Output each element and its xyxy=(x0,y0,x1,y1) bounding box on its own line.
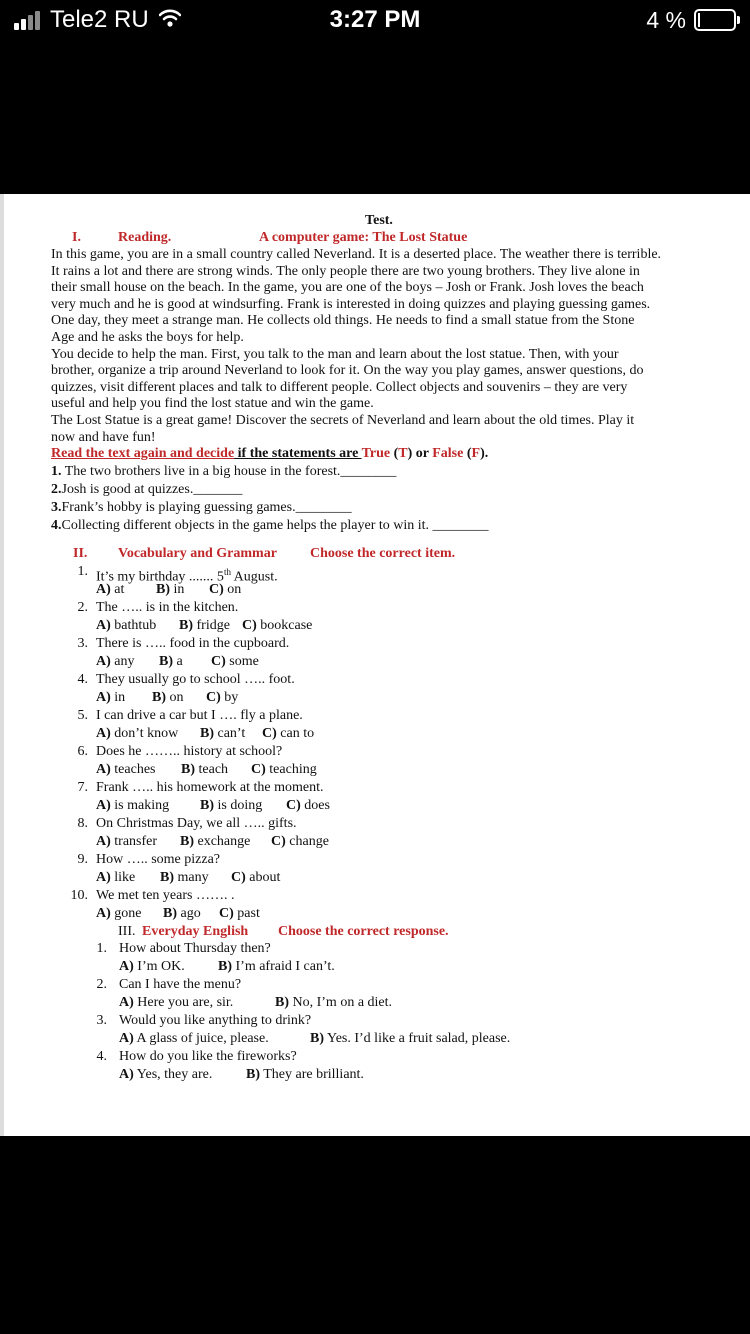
answer-option[interactable] xyxy=(159,654,183,671)
option-text: don’t know xyxy=(114,726,179,741)
option-text: A glass of juice, please. xyxy=(136,1031,269,1046)
option-text: past xyxy=(237,906,260,921)
question-stem: The ….. is in the kitchen. xyxy=(96,600,239,615)
response-question: How about Thursday then? xyxy=(119,941,271,956)
option-letter: A) xyxy=(119,959,134,974)
option-letter: C) xyxy=(262,726,277,741)
status-right xyxy=(646,6,736,34)
answer-option[interactable] xyxy=(96,906,142,923)
question-number: 10. xyxy=(70,888,88,903)
option-letter: B) xyxy=(310,1031,324,1046)
question-stem: They usually go to school ….. foot. xyxy=(96,672,295,687)
reading-line: One day, they meet a strange man. He collects old things. He needs to find a small statue from the Stone xyxy=(51,313,635,329)
battery-icon xyxy=(694,9,736,31)
option-text: transfer xyxy=(114,834,158,849)
section-3-instruction: Choose the correct response. xyxy=(278,924,449,939)
option-letter: C) xyxy=(242,618,257,633)
response-option[interactable] xyxy=(119,959,185,976)
option-text: by xyxy=(224,690,239,705)
question-text xyxy=(96,744,282,761)
answer-option[interactable] xyxy=(96,798,169,815)
section-3-title: Everyday English xyxy=(142,924,249,939)
statement-number: 1. xyxy=(51,464,62,479)
option-letter: A) xyxy=(119,1067,134,1082)
option-text: fridge xyxy=(196,618,230,633)
response-number: 3. xyxy=(96,1013,107,1028)
option-text: teaches xyxy=(114,762,156,777)
option-text: gone xyxy=(114,906,142,921)
task-end: ). xyxy=(480,446,489,461)
response-option[interactable] xyxy=(310,1031,510,1048)
option-letter: A) xyxy=(96,834,111,849)
option-letter: A) xyxy=(96,906,111,921)
option-letter: C) xyxy=(271,834,286,849)
option-text: in xyxy=(114,690,126,705)
worksheet-image[interactable] xyxy=(0,194,750,1136)
option-text: ago xyxy=(180,906,201,921)
task-true: True xyxy=(361,446,391,461)
option-letter: C) xyxy=(209,582,224,597)
task-or: ) or xyxy=(407,446,433,461)
statement-text: Josh is good at quizzes. xyxy=(61,482,194,497)
response-question: Would you like anything to drink? xyxy=(119,1013,312,1028)
question-number: 6. xyxy=(77,744,88,759)
section-2-number: II. xyxy=(73,546,88,561)
option-text: is doing xyxy=(217,798,263,813)
question-stem: We met ten years ……. . xyxy=(96,888,235,903)
response-option[interactable] xyxy=(275,995,392,1012)
option-letter: A) xyxy=(96,618,111,633)
option-text: on xyxy=(169,690,184,705)
answer-option[interactable] xyxy=(200,726,245,743)
question-number: 2. xyxy=(77,600,88,615)
response-number: 2. xyxy=(96,977,107,992)
reading-line: Age and he asks the boys for help. xyxy=(51,330,244,345)
answer-option[interactable] xyxy=(231,870,280,887)
option-letter: C) xyxy=(206,690,221,705)
option-text: about xyxy=(249,870,281,885)
option-text: teach xyxy=(198,762,229,777)
option-letter: B) xyxy=(179,618,193,633)
carrier-name: Tele2 RU xyxy=(50,6,149,33)
option-text: at xyxy=(114,582,125,597)
option-text: Yes, they are. xyxy=(136,1067,213,1082)
doc-title: Test. xyxy=(365,213,393,228)
reading-line: It rains a lot and there are strong winds. The only people there are two young brothers. They live alone in xyxy=(51,263,640,279)
task-t: T xyxy=(398,446,408,461)
answer-option[interactable] xyxy=(209,582,241,599)
answer-option[interactable] xyxy=(219,906,260,923)
question-number: 5. xyxy=(77,708,88,723)
question-text xyxy=(96,708,303,725)
option-letter: B) xyxy=(218,959,232,974)
option-letter: B) xyxy=(180,834,194,849)
option-text: No, I’m on a diet. xyxy=(292,995,393,1010)
task-f: F xyxy=(471,446,481,461)
question-number: 3. xyxy=(77,636,88,651)
option-text: in xyxy=(173,582,185,597)
status-time: 3:27 PM xyxy=(329,6,421,33)
statement-number: 3. xyxy=(51,500,62,515)
task-part-2: if the statements are xyxy=(234,446,362,461)
statement-blank: _______ xyxy=(193,482,243,497)
question-stem: Does he …….. history at school? xyxy=(96,744,283,759)
statement-text: Frank’s hobby is playing guessing games. xyxy=(61,500,296,515)
task-paren-1: ( xyxy=(390,446,399,461)
option-letter: B) xyxy=(275,995,289,1010)
question-text xyxy=(96,600,238,617)
option-text: exchange xyxy=(197,834,251,849)
option-letter: B) xyxy=(200,798,214,813)
answer-option[interactable] xyxy=(96,582,124,599)
option-text: Here you are, sir. xyxy=(137,995,234,1010)
question-number: 1. xyxy=(77,564,88,579)
statement-number: 4. xyxy=(51,518,62,533)
answer-option[interactable] xyxy=(160,870,209,887)
section-1-number: I. xyxy=(72,230,81,245)
answer-option[interactable] xyxy=(262,726,314,743)
answer-option[interactable] xyxy=(156,582,184,599)
option-letter: B) xyxy=(159,654,173,669)
task-paren-2: ( xyxy=(463,446,472,461)
section-1-subtitle: A computer game: The Lost Statue xyxy=(259,230,468,245)
statement-blank: ________ xyxy=(432,518,489,533)
option-letter: A) xyxy=(96,798,111,813)
option-letter: A) xyxy=(96,870,111,885)
option-text: bookcase xyxy=(260,618,313,633)
option-letter: A) xyxy=(119,995,134,1010)
answer-option[interactable] xyxy=(251,762,317,779)
statement-blank: ________ xyxy=(295,500,352,515)
response-number: 4. xyxy=(96,1049,107,1064)
answer-option[interactable] xyxy=(96,618,156,635)
statement-number: 2. xyxy=(51,482,62,497)
reading-line: brother, organize a trip around Neverland to look for it. On the way you play games, answer questions, do xyxy=(51,363,644,379)
reading-line: useful and help you find the lost statue and win the game. xyxy=(51,396,374,412)
option-letter: B) xyxy=(246,1067,260,1082)
answer-option[interactable] xyxy=(179,618,230,635)
option-letter: C) xyxy=(231,870,246,885)
option-text: is making xyxy=(114,798,170,813)
answer-option[interactable] xyxy=(96,870,135,887)
option-letter: A) xyxy=(96,690,111,705)
statement-item xyxy=(51,482,242,499)
question-text xyxy=(96,672,295,689)
answer-option[interactable] xyxy=(96,834,157,851)
question-number: 8. xyxy=(77,816,88,831)
reading-line: quizzes, visit different places and talk to different people. Collect objects and souvenirs – they are very xyxy=(51,379,628,395)
section-1-title: Reading. xyxy=(118,230,172,245)
response-number: 1. xyxy=(96,941,107,956)
answer-option[interactable] xyxy=(206,690,238,707)
statement-item xyxy=(51,518,489,535)
task-false: False xyxy=(432,446,464,461)
option-text: can’t xyxy=(217,726,246,741)
reading-line: their small house on the beach. In the game, you are one of the boys – Josh or Frank. Josh loves the beach xyxy=(51,280,644,296)
option-text: a xyxy=(176,654,183,669)
reading-line: The Lost Statue is a great game! Discover the secrets of Neverland and learn about the old times. Play it xyxy=(51,413,635,428)
question-stem: I can drive a car but I …. fly a plane. xyxy=(96,708,303,723)
question-text xyxy=(96,816,297,833)
question-text xyxy=(96,888,234,905)
answer-option[interactable] xyxy=(211,654,259,671)
question-number: 7. xyxy=(77,780,88,795)
reading-line: very much and he is good at windsurfing. Frank is interested in doing quizzes and playing guessing games. xyxy=(51,296,651,312)
option-letter: B) xyxy=(200,726,214,741)
question-text xyxy=(96,852,220,869)
question-text xyxy=(96,636,289,653)
answer-option[interactable] xyxy=(96,690,125,707)
reading-line: now and have fun! xyxy=(51,429,156,445)
response-option[interactable] xyxy=(119,995,233,1012)
answer-option[interactable] xyxy=(96,762,155,779)
question-text xyxy=(96,780,323,797)
response-question: Can I have the menu? xyxy=(119,977,242,992)
option-letter: A) xyxy=(96,762,111,777)
option-text: I’m afraid I can’t. xyxy=(235,959,335,974)
option-text: They are brilliant. xyxy=(263,1067,364,1082)
task-instruction xyxy=(51,446,488,463)
statement-text: Collecting different objects in the game helps the player to win it. xyxy=(61,518,433,533)
task-part-1: Read the text again and decide xyxy=(51,446,235,461)
response-option[interactable] xyxy=(246,1067,364,1084)
statement-blank: ________ xyxy=(340,464,397,479)
question-stem: On Christmas Day, we all ….. gifts. xyxy=(96,816,297,831)
option-letter: B) xyxy=(156,582,170,597)
option-text: on xyxy=(227,582,242,597)
reading-line: You decide to help the man. First, you talk to the man and learn about the lost statue. Then, with your xyxy=(51,346,619,362)
option-text: does xyxy=(304,798,330,813)
answer-option[interactable] xyxy=(271,834,329,851)
answer-option[interactable] xyxy=(152,690,184,707)
response-option[interactable] xyxy=(218,959,335,976)
response-option[interactable] xyxy=(119,1031,269,1048)
section-2-instruction: Choose the correct item. xyxy=(310,546,456,561)
option-letter: C) xyxy=(211,654,226,669)
option-text: bathtub xyxy=(114,618,157,633)
option-letter: A) xyxy=(96,726,111,741)
option-letter: C) xyxy=(219,906,234,921)
section-2-title: Vocabulary and Grammar xyxy=(118,546,277,561)
option-letter: A) xyxy=(96,654,111,669)
option-letter: B) xyxy=(163,906,177,921)
option-letter: B) xyxy=(152,690,166,705)
option-letter: A) xyxy=(96,582,111,597)
answer-option[interactable] xyxy=(181,762,228,779)
answer-option[interactable] xyxy=(242,618,312,635)
question-stem: There is ….. food in the cupboard. xyxy=(96,636,290,651)
option-text: change xyxy=(289,834,329,849)
option-letter: C) xyxy=(286,798,301,813)
response-question: How do you like the fireworks? xyxy=(119,1049,297,1064)
question-stem-end: August. xyxy=(230,569,278,585)
statement-item xyxy=(51,500,352,517)
option-text: can to xyxy=(280,726,315,741)
statement-text: The two brothers live in a big house in the forest. xyxy=(61,464,341,479)
answer-option[interactable] xyxy=(96,726,178,743)
answer-option[interactable] xyxy=(96,654,135,671)
answer-option[interactable] xyxy=(286,798,330,815)
option-text: many xyxy=(177,870,209,885)
option-text: Yes. I’d like a fruit salad, please. xyxy=(326,1031,511,1046)
question-number: 9. xyxy=(77,852,88,867)
answer-option[interactable] xyxy=(200,798,262,815)
question-stem: Frank ….. his homework at the moment. xyxy=(96,780,324,795)
option-letter: B) xyxy=(160,870,174,885)
status-bar xyxy=(0,0,750,40)
answer-option[interactable] xyxy=(163,906,201,923)
option-letter: A) xyxy=(119,1031,134,1046)
question-number: 4. xyxy=(77,672,88,687)
option-text: I’m OK. xyxy=(137,959,185,974)
option-text: some xyxy=(229,654,259,669)
question-stem: How ….. some pizza? xyxy=(96,852,221,867)
question-superscript: th xyxy=(223,567,231,577)
option-letter: C) xyxy=(251,762,266,777)
section-3-number: III. xyxy=(118,924,136,939)
reading-line: In this game, you are in a small country called Neverland. It is a deserted place. The weather there is terrible. xyxy=(51,247,662,262)
option-text: any xyxy=(114,654,135,669)
response-option[interactable] xyxy=(119,1067,212,1084)
option-letter: B) xyxy=(181,762,195,777)
question-stem: It’s my birthday ....... 5 xyxy=(96,569,224,585)
option-text: teaching xyxy=(269,762,317,777)
battery-percentage: 4 % xyxy=(646,7,686,33)
answer-option[interactable] xyxy=(180,834,250,851)
option-text: like xyxy=(114,870,136,885)
statement-item xyxy=(51,464,396,481)
